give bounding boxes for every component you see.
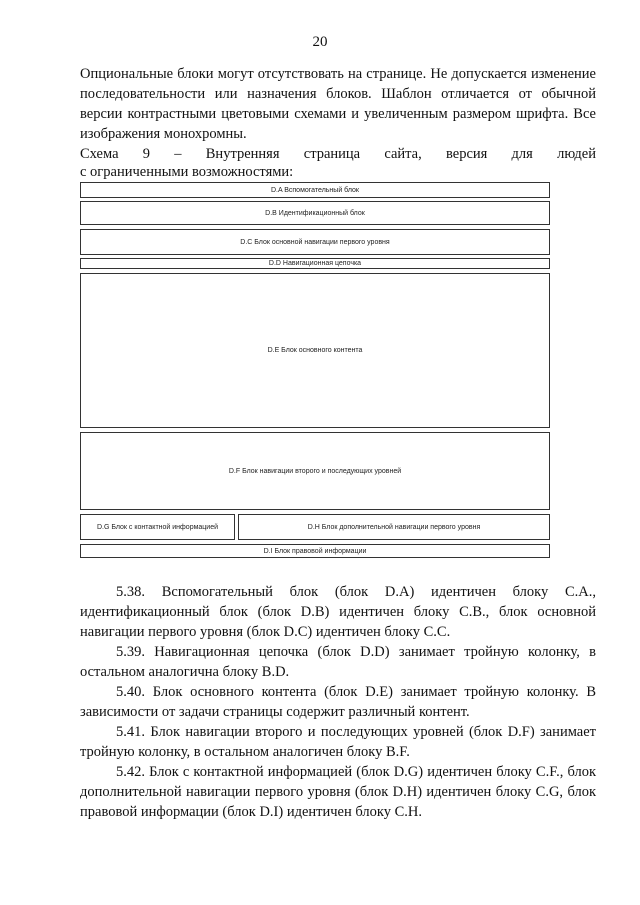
- block-d-h: D.H Блок дополнительной навигации первого уровня: [238, 514, 550, 540]
- block-d-b: D.B Идентификационный блок: [80, 201, 550, 225]
- block-d-f: D.F Блок навигации второго и последующих уровней: [80, 432, 550, 510]
- block-d-i: D.I Блок правовой информации: [80, 544, 550, 558]
- paragraph-5-41: 5.41. Блок навигации второго и последующих уровней (блок D.F) занимает тройную колонку, в остальном аналогичен блоку B.F.: [80, 724, 596, 760]
- page-number: 20: [312, 34, 328, 50]
- scheme-caption-continuation: с ограниченными возможностями:: [80, 164, 294, 180]
- block-d-c: D.C Блок основной навигации первого уровня: [80, 229, 550, 255]
- block-d-d: D.D Навигационная цепочка: [80, 258, 550, 269]
- block-d-a: D.A Вспомогательный блок: [80, 182, 550, 198]
- scheme-caption: Схема 9 – Внутренняя страница сайта, версия для людей: [80, 146, 596, 162]
- paragraph-5-39: 5.39. Навигационная цепочка (блок D.D) занимает тройную колонку, в остальном аналогична блоку B.D.: [80, 644, 596, 680]
- block-d-e: D.E Блок основного контента: [80, 273, 550, 428]
- paragraph-5-40: 5.40. Блок основного контента (блок D.E) занимает тройную колонку. В зависимости от задачи страницы содержит различный контент.: [80, 684, 596, 720]
- intro-paragraph: Опциональные блоки могут отсутствовать на странице. Не допускается изменение последовательности или назначения блоков. Шаблон отличается от обычной версии контрастными цветовыми схемами и увеличенным размером шрифта. Все изображения монохромны.: [80, 66, 596, 142]
- paragraph-5-42: 5.42. Блок с контактной информацией (блок D.G) идентичен блоку C.F., блок дополнительной навигации первого уровня (блок D.H) идентичен блоку C.G, блок правовой информации (блок D.I) идентичен блоку С.Н.: [80, 764, 596, 820]
- block-d-g: D.G Блок с контактной информацией: [80, 514, 235, 540]
- paragraph-5-38: 5.38. Вспомогательный блок (блок D.A) идентичен блоку С.А., идентификационный блок (блок D.B) идентичен блоку С.В., блок основной навигации первого уровня (блок D.C) идентичен блоку С.С.: [80, 584, 596, 640]
